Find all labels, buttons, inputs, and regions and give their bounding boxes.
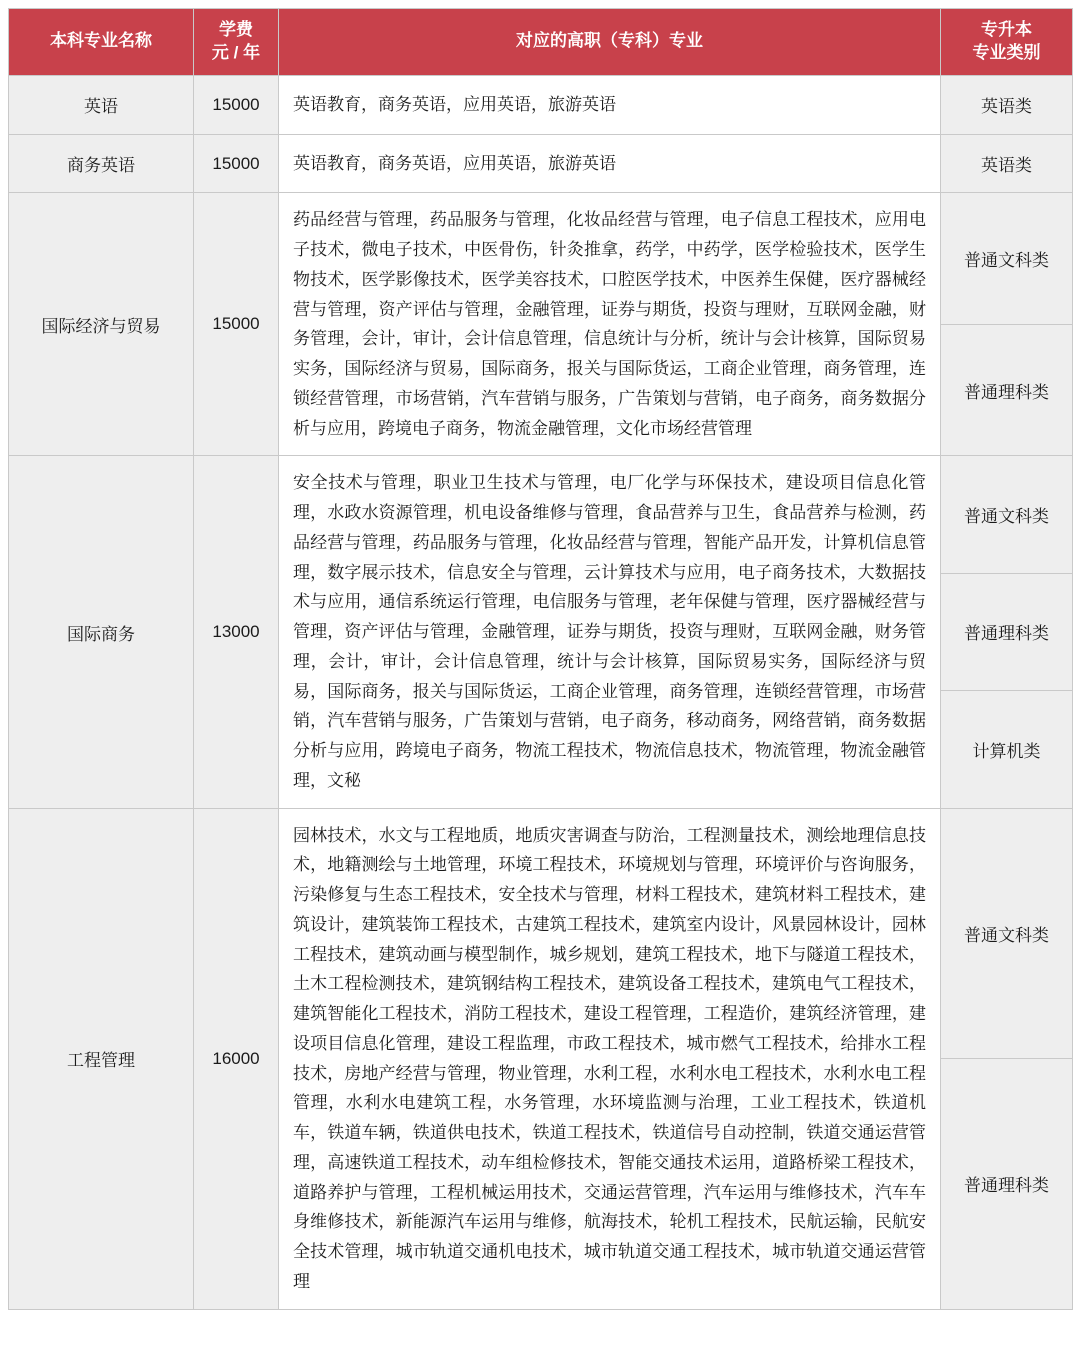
table-row xyxy=(9,193,1073,325)
cell-vocational-majors: 英语教育，商务英语，应用英语，旅游英语 xyxy=(279,134,941,193)
header-row xyxy=(9,9,1073,76)
cell-major-name: 英语 xyxy=(9,75,194,134)
table-row xyxy=(9,808,1073,1059)
table-body xyxy=(9,75,1073,1309)
header-category-line1: 专升本 xyxy=(981,20,1032,39)
cell-category: 普通文科类 xyxy=(941,808,1073,1059)
cell-major-name: 国际经济与贸易 xyxy=(9,193,194,456)
cell-category: 普通理科类 xyxy=(941,573,1073,690)
header-tuition-line2: 元 / 年 xyxy=(211,42,261,62)
cell-category: 计算机类 xyxy=(941,691,1073,808)
cell-category: 英语类 xyxy=(941,134,1073,193)
cell-tuition-fee: 16000 xyxy=(194,808,279,1309)
major-fee-table-container xyxy=(0,8,1080,1310)
cell-tuition-fee: 15000 xyxy=(194,75,279,134)
cell-major-name: 工程管理 xyxy=(9,808,194,1309)
table-header xyxy=(9,9,1073,76)
table-row xyxy=(9,456,1073,573)
header-tuition-line1: 学费 xyxy=(219,20,253,39)
cell-vocational-majors: 安全技术与管理，职业卫生技术与管理，电厂化学与环保技术，建设项目信息化管理，水政水资源管理，机电设备维修与管理，食品营养与卫生，食品营养与检测，药品经营与管理，药品服务与管理，化妆品经营与管理，智能产品开发，计算机信息管理，数字展示技术，信息安全与管理，云计算技术与应用，电子商务技术，大数据技术与应用，通信系统运行管理，电信服务与管理，老年保健与管理，医疗器械经营与管理，资产评估与管理，金融管理，证券与期货，投资与理财，互联网金融，财务管理，会计，审计，会计信息管理，统计与会计核算，国际贸易实务，国际经济与贸易，国际商务，报关与国际货运，工商企业管理，商务管理，连锁经营管理，市场营销，汽车营销与服务，广告策划与营销，电子商务，移动商务，网络营销，商务数据分析与应用，跨境电子商务，物流工程技术，物流信息技术，物流管理，物流金融管理，文秘 xyxy=(279,456,941,808)
table-row xyxy=(9,75,1073,134)
cell-category: 普通文科类 xyxy=(941,456,1073,573)
cell-tuition-fee: 15000 xyxy=(194,193,279,456)
header-category-line2: 专业类别 xyxy=(972,42,1041,62)
cell-category: 普通理科类 xyxy=(941,1059,1073,1310)
header-tuition-fee xyxy=(194,9,279,76)
cell-tuition-fee: 15000 xyxy=(194,134,279,193)
cell-vocational-majors: 药品经营与管理，药品服务与管理，化妆品经营与管理，电子信息工程技术，应用电子技术，微电子技术，中医骨伤，针灸推拿，药学，中药学，医学检验技术，医学生物技术，医学影像技术，医学美容技术，口腔医学技术，中医养生保健，医疗器械经营与管理，资产评估与管理，金融管理，证券与期货，投资与理财，互联网金融，财务管理，会计，审计，会计信息管理，信息统计与分析，统计与会计核算，国际贸易实务，国际经济与贸易，国际商务，报关与国际货运，工商企业管理，商务管理，连锁经营管理，市场营销，汽车营销与服务，广告策划与营销，电子商务，商务数据分析与应用，跨境电子商务，物流金融管理，文化市场经营管理 xyxy=(279,193,941,456)
header-vocational-major: 对应的高职（专科）专业 xyxy=(279,9,941,76)
cell-tuition-fee: 13000 xyxy=(194,456,279,808)
cell-category: 普通文科类 xyxy=(941,193,1073,325)
cell-category: 英语类 xyxy=(941,75,1073,134)
cell-category: 普通理科类 xyxy=(941,324,1073,456)
cell-vocational-majors: 园林技术，水文与工程地质，地质灾害调查与防治，工程测量技术，测绘地理信息技术，地籍测绘与土地管理，环境工程技术，环境规划与管理，环境评价与咨询服务，污染修复与生态工程技术，安全技术与管理，材料工程技术，建筑材料工程技术，建筑设计，建筑装饰工程技术，古建筑工程技术，建筑室内设计，风景园林设计，园林工程技术，建筑动画与模型制作，城乡规划，建筑工程技术，地下与隧道工程技术，土木工程检测技术，建筑钢结构工程技术，建筑设备工程技术，建筑电气工程技术，建筑智能化工程技术，消防工程技术，建设工程管理，工程造价，建筑经济管理，建设项目信息化管理，建设工程监理，市政工程技术，城市燃气工程技术，给排水工程技术，房地产经营与管理，物业管理，水利工程，水利水电工程技术，水利水电工程管理，水利水电建筑工程，水务管理，水环境监测与治理，工业工程技术，铁道机车，铁道车辆，铁道供电技术，铁道工程技术，铁道信号自动控制，铁道交通运营管理，高速铁道工程技术，动车组检修技术，智能交通技术运用，道路桥梁工程技术，道路养护与管理，工程机械运用技术，交通运营管理，汽车运用与维修技术，汽车车身维修技术，新能源汽车运用与维修，航海技术，轮机工程技术，民航运输，民航安全技术管理，城市轨道交通机电技术，城市轨道交通工程技术，城市轨道交通运营管理 xyxy=(279,808,941,1309)
major-fee-table xyxy=(8,8,1073,1310)
header-major-name: 本科专业名称 xyxy=(9,9,194,76)
cell-major-name: 商务英语 xyxy=(9,134,194,193)
cell-major-name: 国际商务 xyxy=(9,456,194,808)
cell-vocational-majors: 英语教育，商务英语，应用英语，旅游英语 xyxy=(279,75,941,134)
table-row xyxy=(9,134,1073,193)
header-category xyxy=(941,9,1073,76)
